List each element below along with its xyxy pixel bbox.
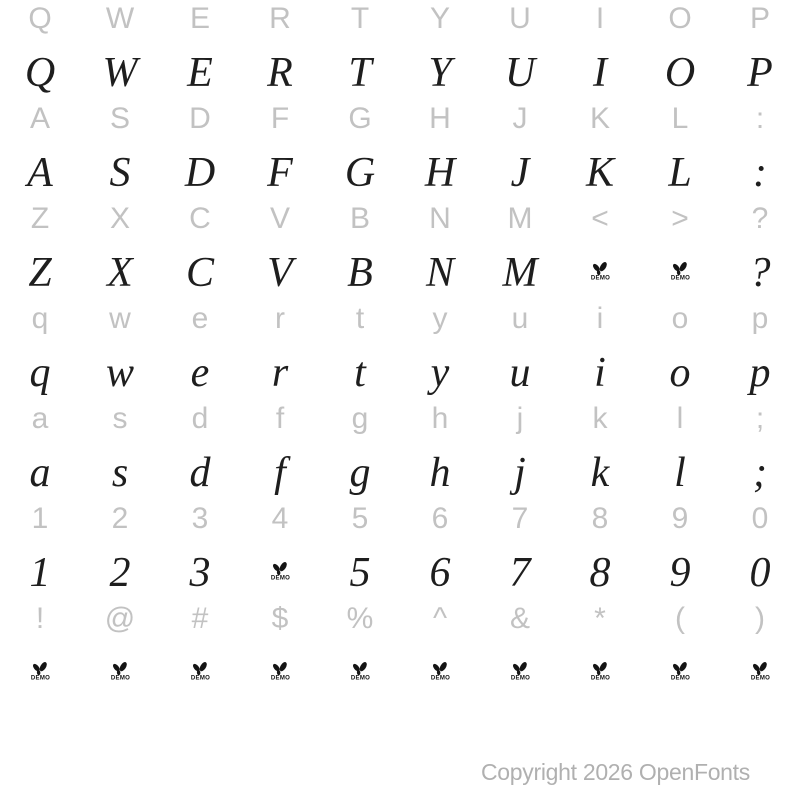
key-cell: w	[105, 350, 134, 396]
key-cell: j	[514, 450, 526, 496]
key-cell: X	[109, 202, 130, 235]
key-cell: o	[671, 302, 689, 335]
key-cell: g	[349, 450, 371, 496]
leaf-splash-icon	[349, 661, 371, 676]
demo-watermark	[343, 661, 378, 686]
key-cell: Q	[28, 2, 52, 35]
key-cell: d	[191, 402, 209, 435]
demo-glyph-cell	[560, 246, 640, 300]
key-cell: T	[350, 2, 370, 35]
key-row-3-reference	[0, 96, 800, 142]
key-row-2-rendered	[0, 46, 800, 100]
leaf-splash-icon	[269, 661, 291, 676]
demo-watermark	[503, 661, 538, 686]
demo-label: DEMO	[590, 273, 610, 281]
key-cell: D	[184, 150, 216, 196]
demo-label: DEMO	[270, 673, 290, 681]
key-cell: t	[355, 302, 365, 335]
key-cell: I	[593, 50, 607, 96]
key-cell: r	[275, 302, 285, 335]
key-cell: 2	[109, 550, 131, 596]
key-cell: :	[753, 150, 767, 196]
key-cell: j	[516, 402, 524, 435]
demo-glyph-cell	[240, 646, 320, 700]
key-cell: E	[189, 2, 210, 35]
key-cell: o	[669, 350, 691, 396]
demo-glyph-cell	[80, 646, 160, 700]
key-cell: #	[191, 602, 209, 635]
leaf-splash-icon	[669, 661, 691, 676]
key-cell: y	[432, 302, 448, 335]
key-row-5-reference	[0, 196, 800, 242]
key-cell: i	[596, 302, 604, 335]
key-cell: 6	[429, 550, 451, 596]
demo-glyph-cell	[640, 646, 720, 700]
key-cell: 6	[431, 502, 449, 535]
key-row-13-reference	[0, 596, 800, 642]
demo-watermark	[743, 661, 778, 686]
key-cell: e	[190, 350, 210, 396]
key-cell: 0	[751, 502, 769, 535]
key-cell: l	[676, 402, 684, 435]
key-cell: $	[271, 602, 289, 635]
key-cell: k	[590, 450, 610, 496]
key-row-6-rendered	[0, 246, 800, 300]
demo-watermark	[183, 661, 218, 686]
key-cell: I	[595, 2, 605, 35]
leaf-splash-icon	[749, 661, 771, 676]
key-cell: S	[109, 102, 130, 135]
leaf-splash-icon	[189, 661, 211, 676]
key-row-12-rendered	[0, 546, 800, 600]
demo-glyph-cell	[640, 246, 720, 300]
key-cell: Y	[429, 2, 450, 35]
key-row-8-rendered	[0, 346, 800, 400]
key-cell: ?	[749, 250, 771, 296]
key-cell: q	[29, 350, 51, 396]
key-cell: D	[189, 102, 211, 135]
key-cell: p	[751, 302, 769, 335]
demo-label: DEMO	[670, 273, 690, 281]
key-cell: P	[749, 2, 770, 35]
key-cell: ^	[432, 602, 448, 635]
key-cell: L	[671, 102, 689, 135]
key-cell: 1	[29, 550, 51, 596]
key-cell: s	[112, 402, 128, 435]
key-row-11-reference	[0, 496, 800, 542]
copyright-text: Copyright 2026 OpenFonts	[481, 759, 750, 785]
key-cell: %	[346, 602, 374, 635]
demo-label: DEMO	[30, 673, 50, 681]
key-cell: l	[674, 450, 686, 496]
leaf-splash-icon	[509, 661, 531, 676]
demo-glyph-cell	[480, 646, 560, 700]
key-cell: s	[111, 450, 129, 496]
key-row-4-rendered	[0, 146, 800, 200]
leaf-splash-icon	[269, 561, 291, 576]
key-cell: d	[189, 450, 211, 496]
demo-glyph-cell	[560, 646, 640, 700]
key-cell: f	[275, 402, 285, 435]
demo-glyph-cell	[720, 646, 800, 700]
key-cell: w	[109, 302, 131, 335]
demo-label: DEMO	[590, 673, 610, 681]
demo-glyph-cell	[0, 646, 80, 700]
key-cell: Z	[30, 202, 50, 235]
demo-label: DEMO	[190, 673, 210, 681]
key-cell: 3	[189, 550, 211, 596]
leaf-splash-icon	[589, 661, 611, 676]
demo-glyph-cell	[160, 646, 240, 700]
key-cell: 2	[111, 502, 129, 535]
key-cell: X	[107, 250, 133, 296]
key-cell: k	[592, 402, 608, 435]
key-cell: >	[671, 202, 689, 235]
key-cell: V	[267, 250, 293, 296]
key-cell: J	[512, 102, 528, 135]
key-cell: C	[185, 250, 214, 296]
demo-watermark	[583, 261, 618, 286]
key-cell: !	[35, 602, 45, 635]
key-cell: r	[271, 350, 289, 396]
key-cell: 5	[351, 502, 369, 535]
key-cell: H	[429, 102, 451, 135]
key-cell: u	[511, 302, 529, 335]
demo-watermark	[423, 661, 458, 686]
key-cell: H	[424, 150, 456, 196]
key-cell: f	[274, 450, 286, 496]
demo-label: DEMO	[110, 673, 130, 681]
key-cell: ;	[755, 402, 765, 435]
key-cell: &	[509, 602, 530, 635]
key-cell: M	[502, 250, 538, 296]
demo-watermark	[583, 661, 618, 686]
key-cell: (	[675, 602, 685, 635]
key-cell: P	[747, 50, 773, 96]
demo-watermark	[663, 261, 698, 286]
key-row-10-rendered	[0, 446, 800, 500]
demo-label: DEMO	[510, 673, 530, 681]
demo-watermark	[23, 661, 58, 686]
key-cell: a	[31, 402, 49, 435]
key-row-1-reference	[0, 0, 800, 42]
demo-glyph-cell	[240, 546, 320, 600]
demo-glyph-cell	[320, 646, 400, 700]
leaf-splash-icon	[109, 661, 131, 676]
key-cell: W	[102, 50, 138, 96]
key-cell: @	[104, 602, 136, 635]
key-cell: F	[270, 102, 290, 135]
key-cell: 8	[591, 502, 609, 535]
key-cell: ?	[751, 202, 769, 235]
key-cell: 3	[191, 502, 209, 535]
key-cell: S	[109, 150, 131, 196]
demo-glyph-cell	[400, 646, 480, 700]
key-cell: R	[269, 2, 291, 35]
key-cell: ;	[753, 450, 767, 496]
demo-watermark	[263, 661, 298, 686]
key-cell: Q	[24, 50, 56, 96]
key-cell: W	[105, 2, 135, 35]
key-cell: h	[431, 402, 449, 435]
key-cell: B	[349, 202, 370, 235]
key-cell: Z	[28, 250, 52, 296]
key-cell: G	[344, 150, 376, 196]
key-row-14-demo	[0, 646, 800, 700]
demo-label: DEMO	[430, 673, 450, 681]
key-cell: )	[755, 602, 765, 635]
key-cell: <	[591, 202, 609, 235]
key-cell: 7	[509, 550, 531, 596]
key-cell: 9	[671, 502, 689, 535]
key-row-7-reference	[0, 296, 800, 342]
key-cell: a	[29, 450, 51, 496]
key-cell: M	[507, 202, 533, 235]
demo-watermark	[663, 661, 698, 686]
key-cell: R	[267, 50, 293, 96]
key-cell: p	[749, 350, 771, 396]
demo-label: DEMO	[350, 673, 370, 681]
key-cell: N	[425, 250, 454, 296]
key-cell: Y	[428, 50, 452, 96]
key-cell: T	[348, 50, 372, 96]
key-cell: C	[189, 202, 211, 235]
key-cell: 5	[349, 550, 371, 596]
demo-watermark	[263, 561, 298, 586]
key-cell: O	[668, 2, 692, 35]
key-cell: U	[509, 2, 531, 35]
key-cell: A	[27, 150, 53, 196]
key-cell: g	[351, 402, 369, 435]
key-cell: L	[668, 150, 692, 196]
key-cell: e	[191, 302, 209, 335]
key-cell: N	[429, 202, 451, 235]
key-cell: 4	[271, 502, 289, 535]
demo-label: DEMO	[750, 673, 770, 681]
key-cell: :	[755, 102, 765, 135]
key-cell: h	[429, 450, 451, 496]
key-cell: A	[29, 102, 50, 135]
key-cell: K	[585, 150, 614, 196]
key-cell: E	[187, 50, 213, 96]
key-row-9-reference	[0, 396, 800, 442]
key-cell: K	[589, 102, 610, 135]
key-cell: G	[348, 102, 372, 135]
key-cell: 0	[749, 550, 771, 596]
leaf-splash-icon	[29, 661, 51, 676]
key-cell: 7	[511, 502, 529, 535]
key-cell: i	[594, 350, 606, 396]
key-cell: F	[267, 150, 293, 196]
leaf-splash-icon	[589, 261, 611, 276]
key-cell: t	[354, 350, 366, 396]
demo-label: DEMO	[270, 573, 290, 581]
key-cell: U	[504, 50, 536, 96]
key-cell: y	[430, 350, 450, 396]
key-cell: V	[269, 202, 290, 235]
key-cell: 9	[669, 550, 691, 596]
key-cell: u	[509, 350, 531, 396]
key-cell: 1	[31, 502, 49, 535]
key-cell: B	[347, 250, 373, 296]
leaf-splash-icon	[669, 261, 691, 276]
demo-label: DEMO	[670, 673, 690, 681]
key-cell: O	[664, 50, 696, 96]
key-cell: J	[510, 150, 530, 196]
demo-watermark	[103, 661, 138, 686]
key-cell: q	[31, 302, 49, 335]
key-cell: *	[594, 602, 606, 635]
key-cell: 8	[589, 550, 611, 596]
leaf-splash-icon	[429, 661, 451, 676]
